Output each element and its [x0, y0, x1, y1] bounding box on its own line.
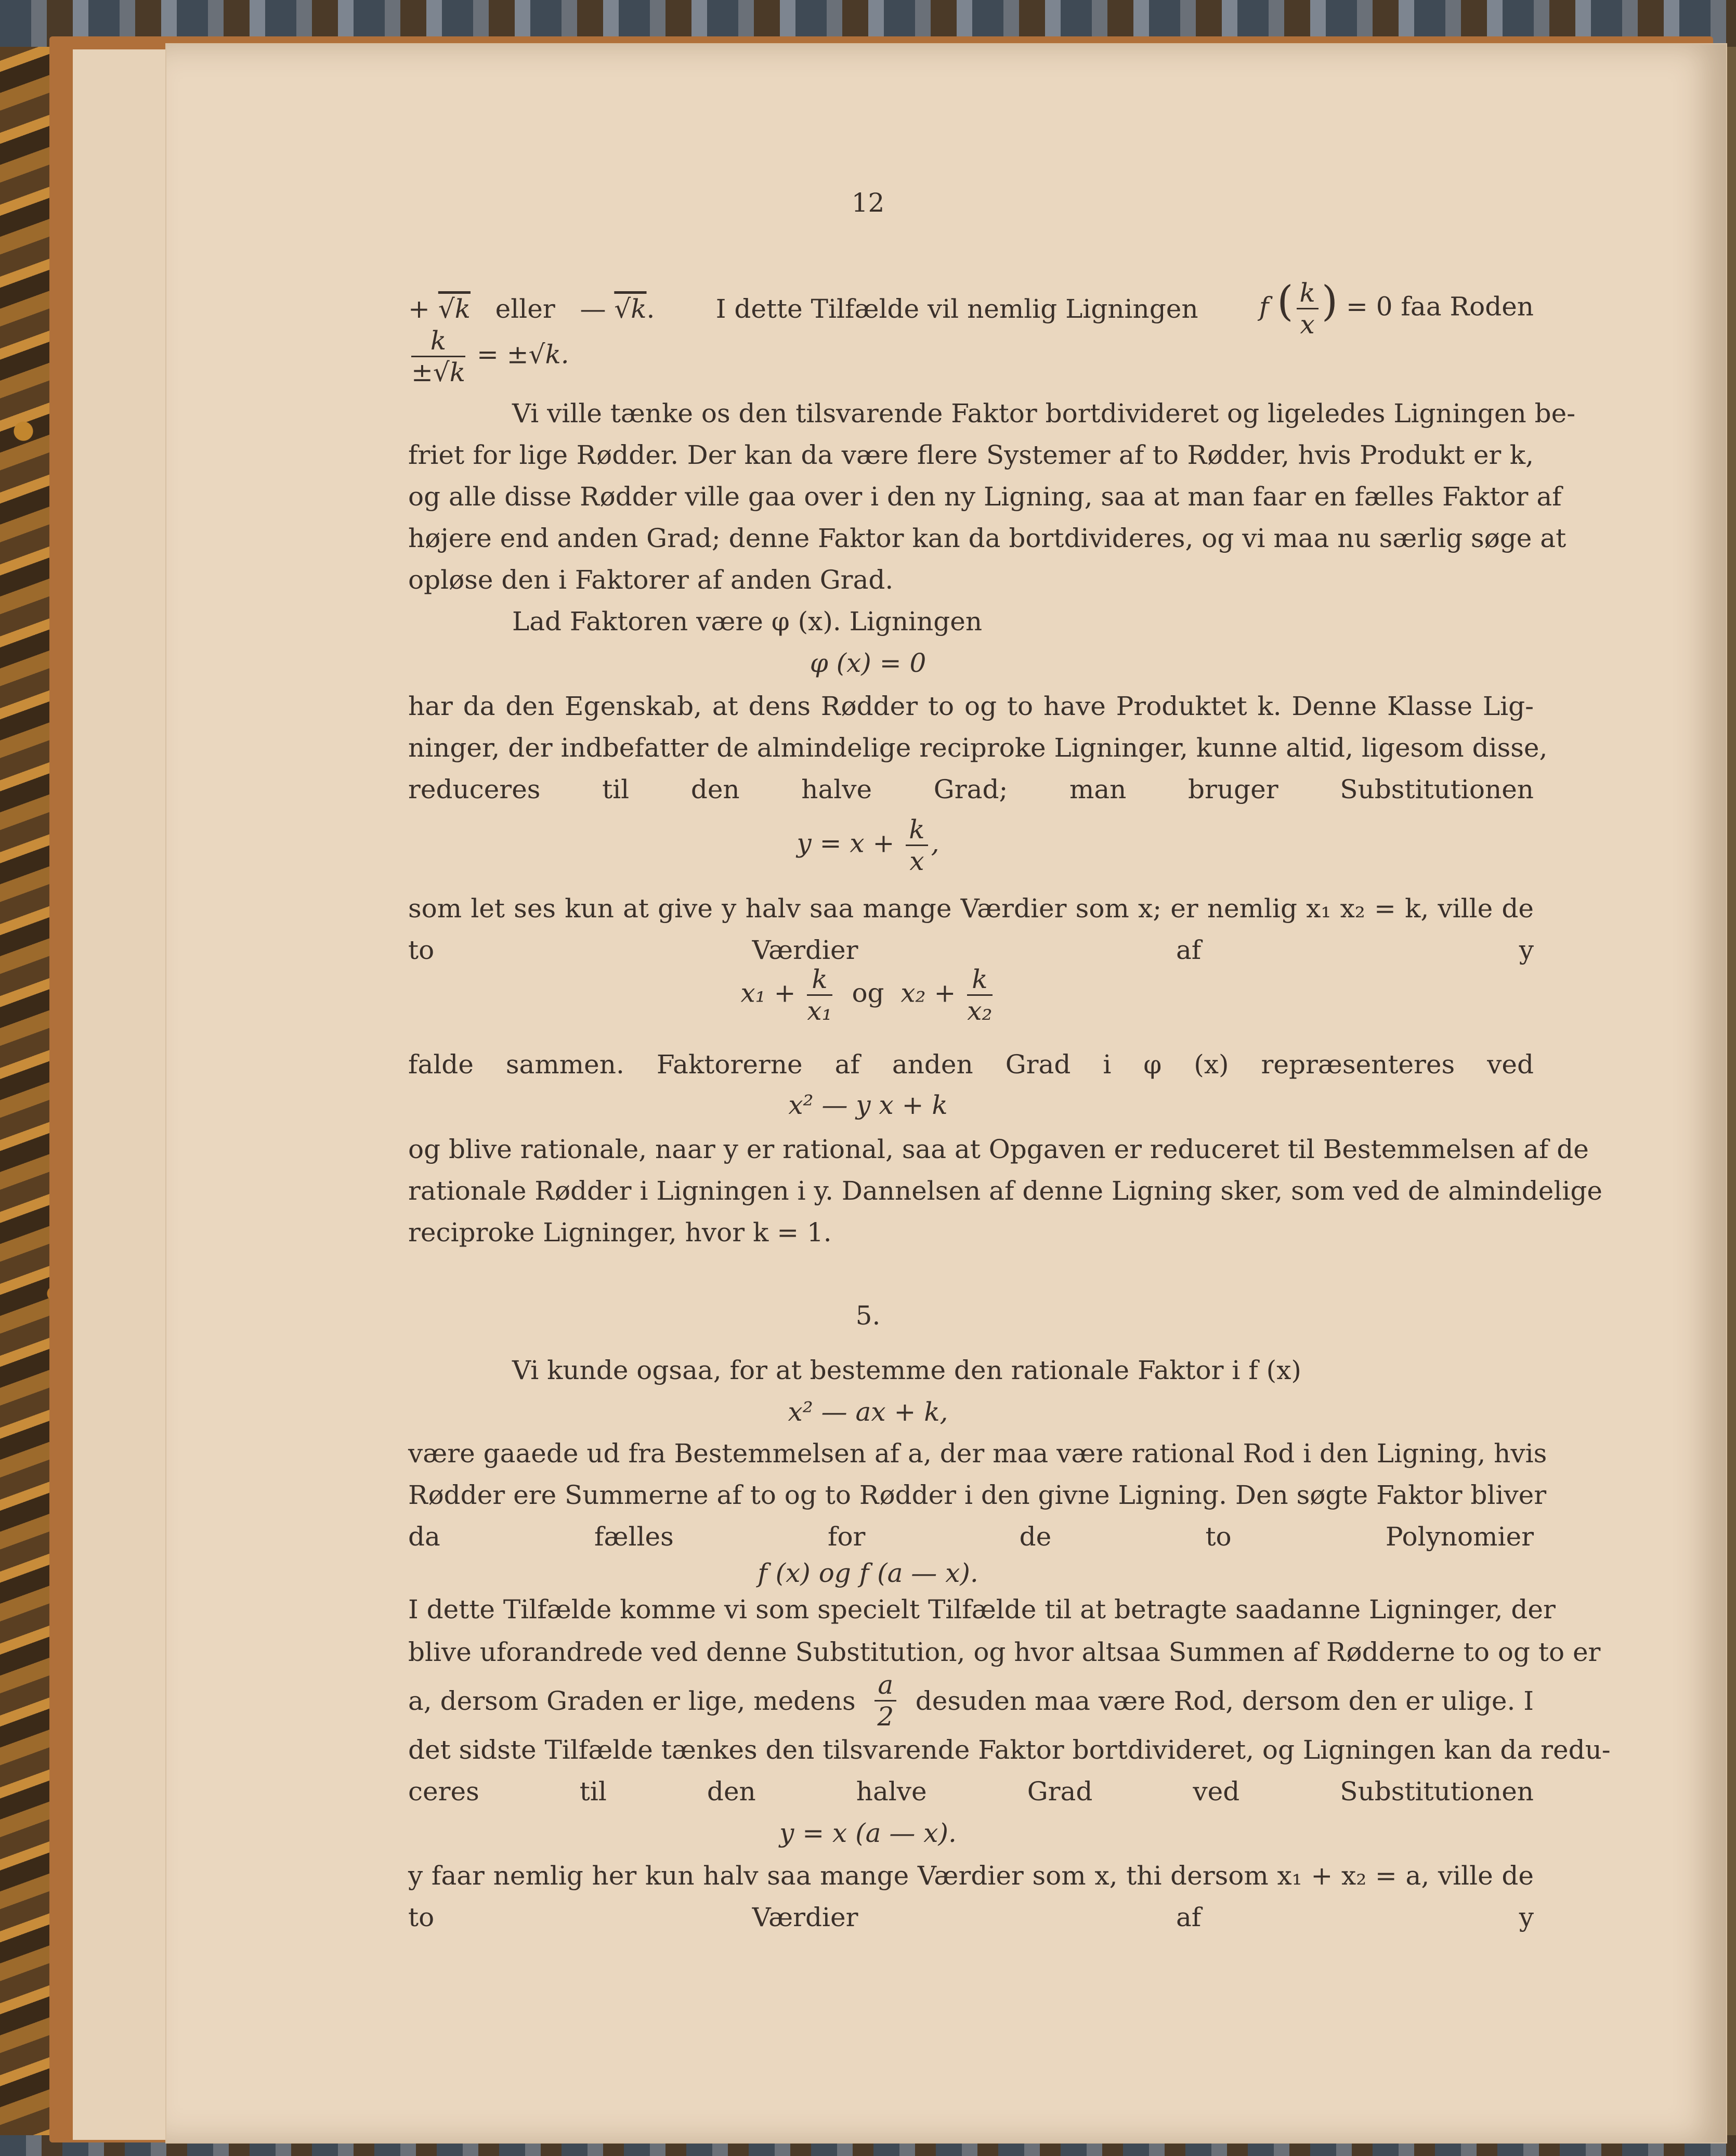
- eq3-og: og: [852, 978, 884, 1008]
- para3-line2: ninger, der indbefatter de almindelige reciproke Ligninger, kunne altid, ligesom disse,: [408, 733, 1548, 763]
- para9-line1: I dette Tilfælde komme vi som specielt Tilfælde til at betragte saadanne Ligninger, der: [408, 1594, 1556, 1625]
- section-heading: 5.: [855, 1301, 881, 1331]
- top-line-left: + √k eller — √k.: [408, 293, 655, 324]
- root-denominator: ±√k: [411, 357, 466, 387]
- eq2-denominator: x: [909, 846, 924, 876]
- page-number: 12: [851, 188, 885, 218]
- equation-quadratic-a: x² — ax + k,: [788, 1397, 948, 1427]
- root-line: [408, 328, 569, 385]
- para6-line3: reciproke Ligninger, hvor k = 1.: [408, 1217, 832, 1248]
- equation-y-substitution: y = x (a — x).: [779, 1818, 957, 1848]
- para9-fraction-line: [408, 1672, 1534, 1730]
- para6-line2: rationale Rødder i Ligningen i y. Dannelsen af denne Ligning sker, som ved de almindelige: [408, 1176, 1602, 1206]
- eq3-denominator-2: x₂: [967, 996, 993, 1026]
- eq3-denominator-1: x₁: [807, 996, 832, 1026]
- equation-quadratic-y: x² — y x + k: [788, 1090, 948, 1120]
- equation-phi: φ (x) = 0: [810, 648, 926, 678]
- para5: falde sammen. Faktorerne af anden Grad i φ (x) repræsenteres ved: [408, 1049, 1534, 1080]
- word-eller: eller: [495, 293, 555, 324]
- equation-polynomials: f (x) og f (a — x).: [758, 1558, 978, 1588]
- para7: Vi kunde ogsaa, for at bestemme den rationale Faktor i f (x): [512, 1355, 1301, 1385]
- para10-line2: to Værdier af y: [408, 1902, 1534, 1932]
- para1-line4: højere end anden Grad; denne Faktor kan da bortdivideres, og vi maa nu særlig søge at: [408, 523, 1567, 553]
- plus-sign: +: [408, 293, 430, 324]
- top-line: [408, 277, 1534, 340]
- top-line-equation: f ( $\frac{k}{x}$ ) = 0 faa Roden: [1259, 277, 1534, 340]
- half-a-denominator: 2: [877, 1702, 894, 1732]
- para1-line3: og alle disse Rødder ville gaa over i den ny Ligning, saa at man faar en fælles Faktor af: [408, 482, 1562, 512]
- para9-line5: ceres til den halve Grad ved Substitutionen: [408, 1776, 1534, 1807]
- para4-line2: to Værdier af y: [408, 935, 1534, 965]
- equals-zero-text: = 0 faa Roden: [1346, 291, 1534, 322]
- para9-pre: a, dersom Graden er lige, medens: [408, 1685, 856, 1716]
- fraction-denominator: x: [1300, 309, 1315, 340]
- sqrt-k-2: √k: [614, 293, 647, 324]
- para8-line1: være gaaede ud fra Bestemmelsen af a, der maa være rational Rod i den Ligning, hvis: [408, 1438, 1547, 1469]
- para9-line4: det sidste Tilfælde tænkes den tilsvarende Faktor bortdivideret, og Ligningen kan da redu-: [408, 1735, 1611, 1765]
- para9-line2: blive uforandrede ved denne Substitution, og hvor altsaa Summen af Rødderne to og to er: [408, 1637, 1601, 1667]
- eq2-comma: ,: [931, 828, 939, 859]
- para1-line1: Vi ville tænke os den tilsvarende Faktor bortdivideret og ligeledes Ligningen be-: [512, 398, 1576, 428]
- para2-intro: Lad Faktoren være φ (x). Ligningen: [512, 606, 983, 637]
- para1-line2: friet for lige Rødder. Der kan da være flere Systemer af to Rødder, hvis Produkt er k,: [408, 440, 1534, 470]
- eq3-numerator-2: k: [967, 966, 992, 996]
- eq3-left: x₁ +: [740, 978, 796, 1008]
- para1-line5: opløse den i Faktorer af anden Grad.: [408, 565, 894, 595]
- para3-line1: har da den Egenskab, at dens Rødder to og to have Produktet k. Denne Klasse Lig-: [408, 691, 1534, 721]
- equation-pair: [0, 966, 1736, 1024]
- para10-line1: y faar nemlig her kun halv saa mange Værdier som x, thi dersom x₁ + x₂ = a, ville de: [408, 1861, 1534, 1891]
- fraction-numerator: k: [1297, 280, 1319, 309]
- root-numerator: k: [411, 328, 465, 357]
- eq2-numerator: k: [906, 816, 928, 846]
- para4-line1: som let ses kun at give y halv saa mange Værdier som x; er nemlig x₁ x₂ = k, ville de: [408, 893, 1534, 924]
- half-a-numerator: a: [874, 1672, 896, 1702]
- eq3-numerator-1: k: [807, 966, 832, 996]
- sqrt-k: √k: [438, 293, 471, 324]
- para6-line1: og blive rationale, naar y er rational, saa at Opgaven er reduceret til Bestemmelsen af de: [408, 1134, 1589, 1164]
- minus-sign: —: [580, 293, 606, 324]
- eq3-right: x₂ +: [900, 978, 956, 1008]
- root-rhs: = ±√k.: [476, 339, 569, 370]
- f-symbol: f: [1259, 291, 1269, 322]
- para9-post: desuden maa være Rod, dersom den er ulige. I: [915, 1685, 1534, 1716]
- para3-line3: reduceres til den halve Grad; man bruger Substitutionen: [408, 774, 1534, 804]
- para8-line3: da fælles for de to Polynomier: [408, 1522, 1534, 1552]
- para8-line2: Rødder ere Summerne af to og to Rødder i den givne Ligning. Den søgte Faktor bliver: [408, 1480, 1547, 1510]
- equation-substitution: [0, 816, 1736, 874]
- eq2-lhs: y = x +: [797, 828, 895, 859]
- top-line-text: I dette Tilfælde vil nemlig Ligningen: [715, 293, 1198, 324]
